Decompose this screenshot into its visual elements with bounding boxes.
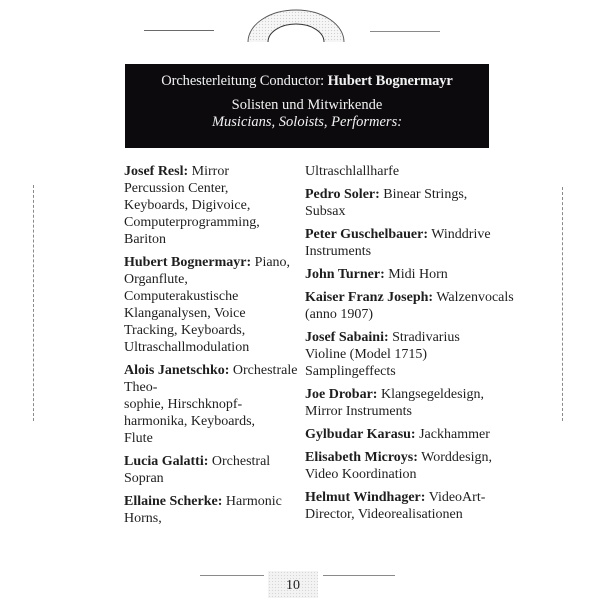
credit-entry — [124, 493, 299, 527]
performer-name: Peter Guschelbauer: — [305, 227, 428, 242]
performer-role: Computerakustische — [124, 289, 239, 304]
performer-role: Video Koordination — [305, 467, 417, 482]
performer-name: Josef Resl: — [124, 164, 189, 179]
footer-rule-right — [323, 575, 395, 576]
performer-role: harmonika, Keyboards, — [124, 414, 256, 429]
page-number: 10 — [268, 571, 318, 598]
performer-name: Josef Sabaini: — [305, 330, 389, 345]
performer-name: John Turner: — [305, 267, 385, 282]
performer-name: Gylbudar Karasu: — [305, 427, 416, 442]
performer-role: Midi Horn — [388, 267, 448, 282]
performer-role: Binear Strings, — [383, 187, 468, 202]
performer-name: Alois Janetschko: — [124, 363, 230, 378]
performer-name: Hubert Bognermayr: — [124, 255, 252, 270]
performer-role: Subsax — [305, 204, 346, 219]
performer-role: Orchestral Sopran — [124, 454, 271, 486]
conductor-name: Hubert Bognermayr — [327, 73, 453, 89]
left-dotted-rule — [33, 185, 34, 421]
credit-entry — [305, 186, 535, 220]
credit-entry — [305, 329, 535, 380]
top-rule-left — [144, 30, 214, 31]
performer-role: Percussion Center, — [124, 181, 229, 196]
performer-role: Piano, Organflute, — [124, 255, 291, 287]
credit-entry — [305, 426, 535, 443]
performer-role: Director, Videorealisationen — [305, 507, 463, 522]
header-box — [125, 64, 489, 148]
performer-name: Lucia Galatti: — [124, 454, 209, 469]
credit-entry — [124, 453, 299, 487]
credit-entry — [305, 266, 535, 283]
credit-entry — [305, 289, 535, 323]
subtitle-de: Solisten und Mitwirkende — [231, 97, 383, 113]
performer-name: Elisabeth Microys: — [305, 450, 418, 465]
performer-role: Stradivarius — [392, 330, 460, 345]
performer-role: Instruments — [305, 244, 372, 259]
credit-entry — [305, 226, 535, 260]
performer-role: Tracking, Keyboards, — [124, 323, 246, 338]
performer-role: Klangsegeldesign, — [380, 387, 484, 402]
performer-role: Mirror — [191, 164, 229, 179]
performer-role: Computerprogramming, — [124, 215, 260, 230]
continued-text: Ultraschlallharfe — [305, 164, 400, 179]
performer-role: Violine (Model 1715) — [305, 347, 428, 362]
performer-role: Worddesign, — [421, 450, 492, 465]
performer-role: sophie, Hirschknopf- — [124, 397, 243, 412]
performer-role: Harmonic Horns, — [124, 494, 282, 526]
performer-name: Joe Drobar: — [305, 387, 378, 402]
arc-ornament-icon — [246, 8, 346, 42]
conductor-label: Orchesterleitung Conductor: — [161, 73, 325, 89]
performer-role: Jackhammer — [419, 427, 490, 442]
subtitle-en: Musicians, Soloists, Performers: — [211, 114, 403, 130]
performer-role: Flute — [124, 431, 153, 446]
footer-rule-left — [200, 575, 264, 576]
conductor-line — [125, 73, 489, 90]
performer-role: Winddrive — [431, 227, 491, 242]
credit-entry — [305, 386, 535, 420]
performer-role: Walzenvocals (anno 1907) — [305, 290, 514, 322]
right-dotted-rule — [562, 187, 563, 421]
left-column — [124, 163, 299, 533]
performer-role: Klanganalysen, Voice — [124, 306, 246, 321]
performer-role: Ultraschallmodulation — [124, 340, 250, 355]
performer-role: Bariton — [124, 232, 166, 247]
performer-name: Pedro Soler: — [305, 187, 380, 202]
credit-entry — [124, 362, 299, 447]
credit-entry — [305, 449, 535, 483]
top-rule-right — [370, 31, 440, 32]
performer-name: Helmut Windhager: — [305, 490, 426, 505]
performer-name: Kaiser Franz Joseph: — [305, 290, 434, 305]
performer-role: Keyboards, Digivoice, — [124, 198, 251, 213]
right-column — [305, 163, 535, 529]
credit-entry — [124, 254, 299, 356]
credit-entry — [124, 163, 299, 248]
performer-role: VideoArt- — [428, 490, 486, 505]
credit-entry — [305, 489, 535, 523]
performer-name: Ellaine Scherke: — [124, 494, 223, 509]
performer-role: Mirror Instruments — [305, 404, 412, 419]
performer-role: Orchestrale Theo- — [124, 363, 298, 395]
performer-role: Samplingeffects — [305, 364, 396, 379]
